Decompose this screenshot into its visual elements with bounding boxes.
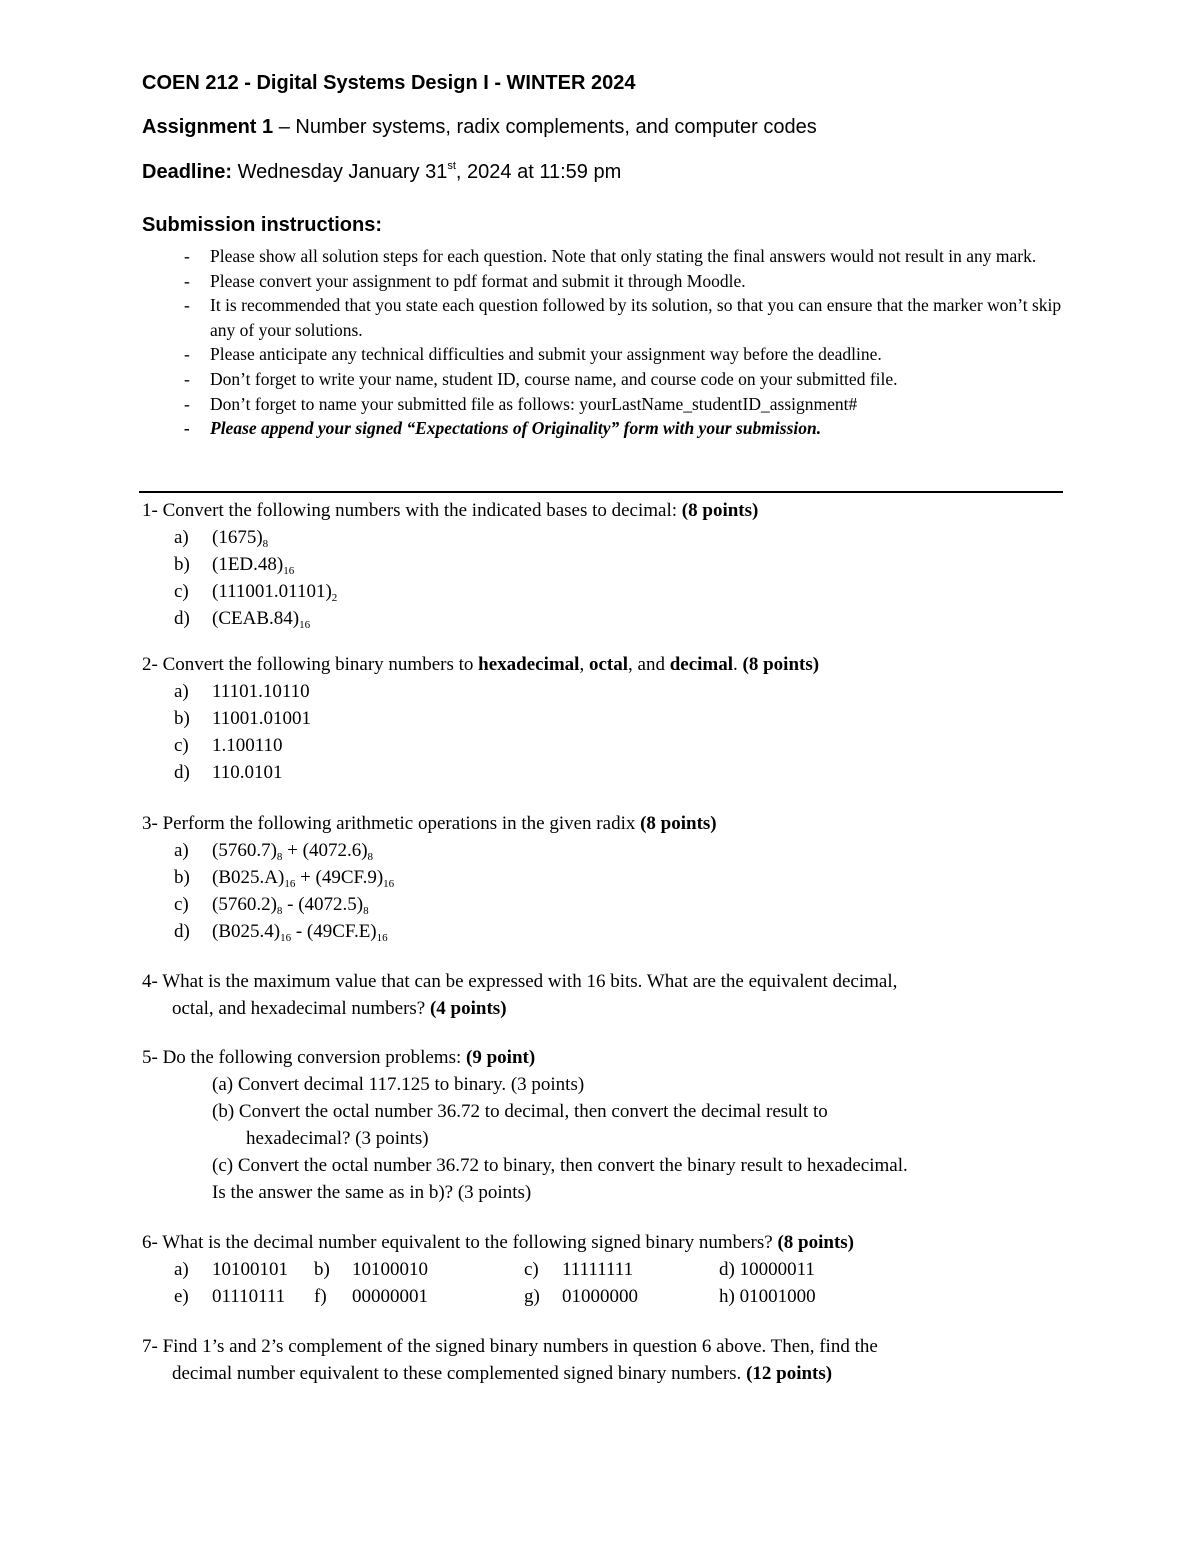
- question-6-items: [142, 1256, 1072, 1310]
- deadline-date-suffix: st: [447, 160, 456, 172]
- list-item: d) 110.0101: [174, 762, 283, 783]
- list-item: c) $(111001.01101)_2$: [174, 581, 338, 604]
- assignment-topic: – Number systems, radix complements, and computer codes: [273, 116, 817, 138]
- section-divider: [139, 491, 1063, 493]
- instruction-item-originality: - Please append your signed “Expectations of Originality” form with your submission.: [184, 416, 1064, 441]
- list-item: a) $(1675)_8$: [174, 527, 269, 550]
- question-7-stem-cont: decimal number equivalent to these complemented signed binary numbers. (12 points): [172, 1363, 833, 1384]
- list-item: b) 10100010: [314, 1259, 428, 1280]
- list-item: h) 01001000: [719, 1286, 816, 1307]
- question-3-items: [142, 837, 1072, 945]
- assignment-label: Assignment 1: [142, 116, 274, 138]
- question-1-points: (8 points): [681, 500, 759, 521]
- assignment-heading: [142, 116, 817, 139]
- list-item: c) 1.100110: [174, 735, 283, 756]
- question-5: [142, 1044, 1072, 1206]
- deadline-date: Wednesday January 31: [232, 161, 448, 183]
- deadline-time: , 2024 at 11:59 pm: [455, 161, 622, 183]
- question-7-points: (12 points): [746, 1363, 833, 1384]
- list-item: (b) Convert the octal number 36.72 to decimal, then convert the decimal result to hexadecimal? (3 points): [212, 1101, 828, 1149]
- question-4-stem-cont: octal, and hexadecimal numbers? (4 points): [172, 998, 507, 1019]
- list-item: b) 11001.01001: [174, 708, 312, 729]
- question-1-text: 1- Convert the following numbers with the indicated bases to decimal:: [142, 500, 682, 521]
- deadline-label: Deadline:: [142, 161, 233, 183]
- deadline-line: [142, 161, 621, 184]
- list-item: b) $(1ED.48)_{16}$: [174, 554, 295, 577]
- instruction-item: - Please show all solution steps for each question. Note that only stating the final answers would not result in any mark.: [184, 244, 1064, 269]
- question-4-points: (4 points): [429, 998, 507, 1019]
- list-item: (a) Convert decimal 117.125 to binary. (3 points): [212, 1074, 585, 1095]
- list-item: g) 01000000: [524, 1286, 638, 1307]
- question-4-stem: 4- What is the maximum value that can be expressed with 16 bits. What are the equivalent decimal,: [142, 971, 898, 992]
- list-item: b) $(B025.A)_{16} + (49CF.9)_{16}$: [174, 867, 395, 890]
- question-2: [142, 651, 1072, 786]
- question-6-points: (8 points): [777, 1232, 855, 1253]
- question-7-stem: 7- Find 1’s and 2’s complement of the signed binary numbers in question 6 above. Then, find the: [142, 1336, 878, 1357]
- question-1-stem: [142, 497, 1072, 524]
- list-item: a) 10100101: [174, 1259, 288, 1280]
- question-3: [142, 810, 1072, 945]
- instruction-item: - Please convert your assignment to pdf format and submit it through Moodle.: [184, 269, 1064, 294]
- question-2-items: [142, 678, 1072, 786]
- list-item: a) $(5760.7)_8 + (4072.6)_8$: [174, 840, 374, 863]
- instruction-item: - Don’t forget to write your name, student ID, course name, and course code on your submitted file.: [184, 367, 1064, 392]
- list-item: a) 11101.10110: [174, 681, 310, 702]
- list-item: c) 11111111: [524, 1259, 634, 1280]
- instruction-item: - It is recommended that you state each question followed by its solution, so that you can ensure that the marker won’t skip any of your solutions.: [184, 293, 1064, 342]
- question-1-items: [142, 524, 1072, 632]
- question-6-stem: 6- What is the decimal number equivalent to the following signed binary numbers? (8 points): [142, 1232, 855, 1253]
- course-title: COEN 212 - Digital Systems Design I - WINTER 2024: [142, 72, 636, 94]
- list-item: d) $(CEAB.84)_{16}$: [174, 608, 311, 631]
- list-item: d) $(B025.4)_{16} - (49CF.E)_{16}$: [174, 921, 388, 944]
- question-2-stem: 2- Convert the following binary numbers to hexadecimal, octal, and decimal. (8 points): [142, 654, 820, 675]
- instruction-item: - Please anticipate any technical difficulties and submit your assignment way before the deadline.: [184, 342, 1064, 367]
- question-6: [142, 1229, 1072, 1310]
- question-1: [142, 497, 1072, 632]
- question-3-stem: 3- Perform the following arithmetic operations in the given radix (8 points): [142, 813, 717, 834]
- list-item: e) 01110111: [174, 1286, 286, 1307]
- question-2-points: (8 points): [742, 654, 820, 675]
- question-5-items: [142, 1071, 1072, 1206]
- question-5-stem: 5- Do the following conversion problems: (9 point): [142, 1047, 536, 1068]
- instruction-list: [184, 244, 1064, 441]
- instruction-item: - Don’t forget to name your submitted file as follows: yourLastName_studentID_assignment#: [184, 392, 1064, 417]
- question-7: [142, 1333, 1072, 1387]
- list-item: f) 00000001: [314, 1286, 428, 1307]
- submission-heading: Submission instructions:: [142, 214, 383, 236]
- question-3-points: (8 points): [640, 813, 717, 834]
- question-4: [142, 968, 1072, 1022]
- list-item: c) $(5760.2)_8 - (4072.5)_8$: [174, 894, 369, 917]
- list-item: (c) Convert the octal number 36.72 to binary, then convert the binary result to hexadecimal. Is the answer the same as in b)? (3 points): [212, 1155, 908, 1203]
- list-item: d) 10000011: [719, 1259, 815, 1280]
- question-5-points: (9 point): [466, 1047, 536, 1068]
